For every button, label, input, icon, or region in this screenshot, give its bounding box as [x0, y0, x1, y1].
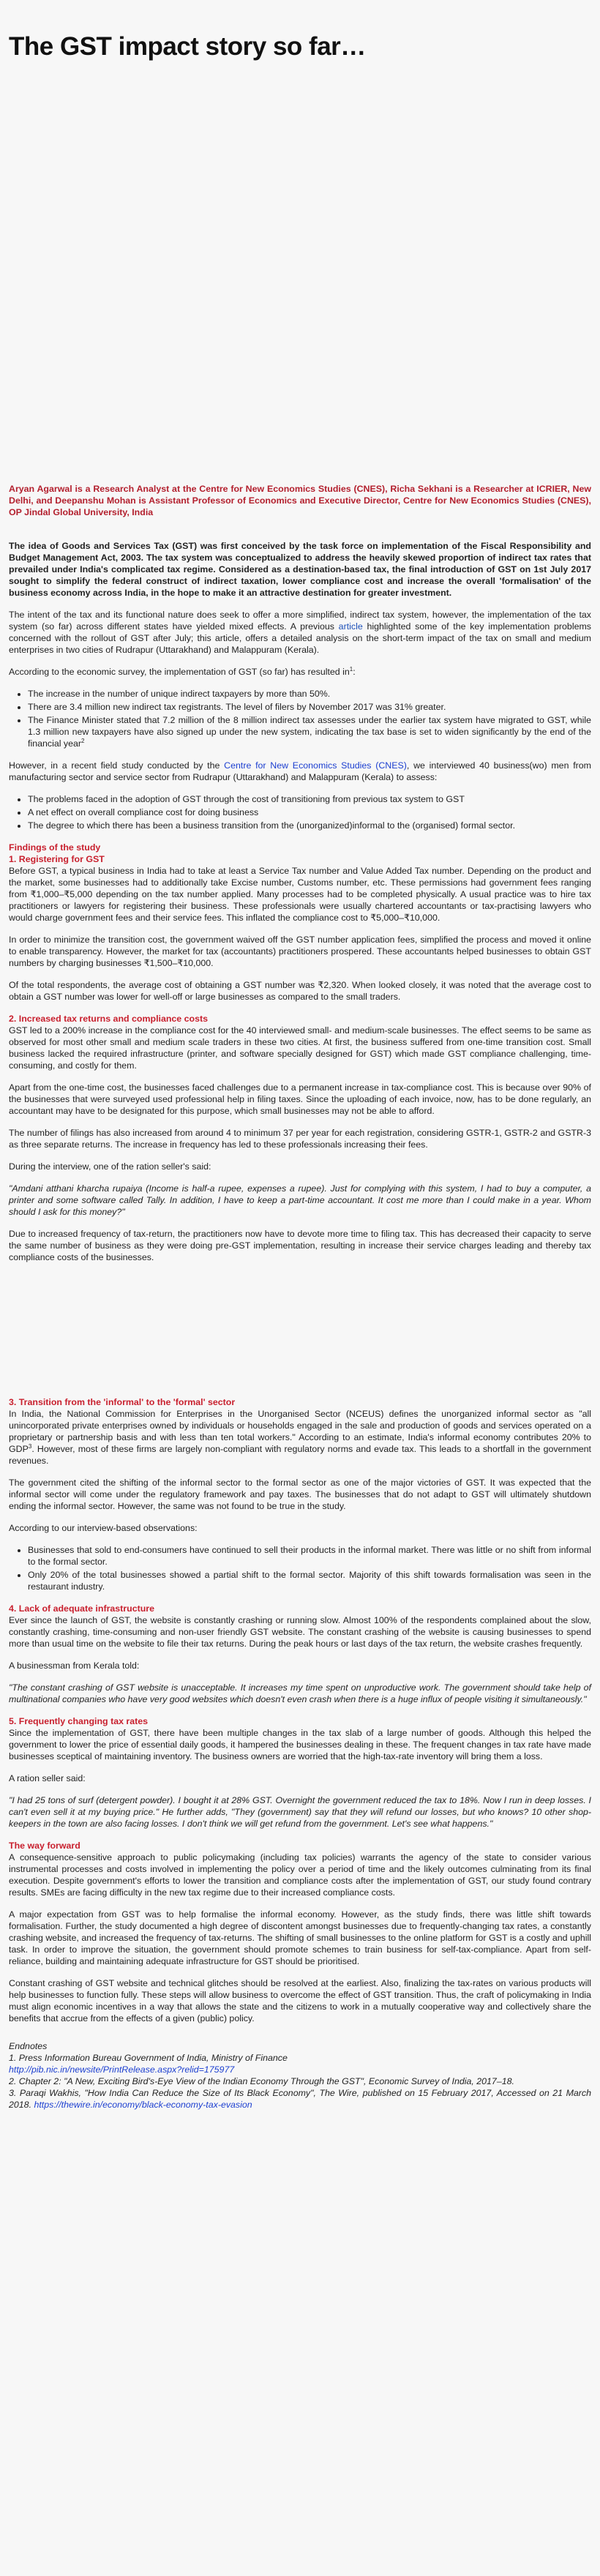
section-2-paragraph: Due to increased frequency of tax-return, the practitioners now have to devote more time to filing tax. This has decreased their capacity to serve the same number of business as they were doing pre-GST implementation, resulting in increase their service charges leading and thereby tax compliance costs of the businesses.: [9, 1229, 591, 1262]
list-item-text: There are 3.4 million new indirect tax registrants. The level of filers by November 2017 was 31% greater.: [28, 702, 446, 712]
text-span: According to the economic survey, the implementation of GST (so far) has resulted in: [9, 667, 350, 677]
page-title: The GST impact story so far…: [9, 32, 366, 61]
paragraph-field-study: [9, 760, 591, 783]
section-1-heading: 1. Registering for GST: [9, 854, 105, 864]
article-link[interactable]: article: [338, 621, 363, 632]
endnote-1-link-line: [9, 2064, 591, 2075]
intro-text: The idea of Goods and Services Tax (GST) was first conceived by the task force on implementation of the Fiscal Responsibility and Budget Management Act, 2003. The tax system was conceptualized to address the heavily skewed proportion of indirect tax rates that prevailed under India's complicated tax regime. Considered as a destination-based tax, the final introduction of GST on 1st July 2017 sought to simplify the federal construct of indirect taxation, lower compliance cost and increase the overall 'formalisation' of the business economy across India, in the hope to make it an attractive destination for greater investment.: [9, 541, 591, 598]
section-2-paragraph: The number of filings has also increased from around 4 to minimum 37 per year for each registration, considering GSTR-1, GSTR-2 and GSTR-3 as three separate returns. The increase in frequency has led to these professionals increasing their fees.: [9, 1128, 591, 1150]
endnote-3: [9, 2087, 591, 2111]
paragraph-survey: [9, 666, 591, 678]
section-1-paragraph: In order to minimize the transition cost, the government waived off the GST number application fees, simplified the process and moved it online to enable transparency. However, the market for tax (accountants) practitioners prospered. These accountants helped businesses to obtain GST numbers by charging businesses ₹1,500–₹10,000.: [9, 935, 591, 968]
text-span: highlighted some of the key implementation problems concerned with the rollout of GST after July; this article, offers a detailed analysis on the short-term impact of the tax on small and medium enterprises in two cities of Rudrapur (Uttarakhand) and Malappuram (Kerala).: [9, 621, 591, 655]
list-item: [28, 701, 591, 713]
footnote-ref: 1: [349, 665, 353, 673]
text-span: The intent of the tax and its functional nature does seek to offer a more simplified, indirect tax system, however, the implementation of the tax system (so far) across different states have yielded mixed effects. A previous: [9, 610, 591, 632]
section-5-heading: 5. Frequently changing tax rates: [9, 1716, 149, 1726]
text-span: 3. Paraqi Wakhis, "How India Can Reduce the Size of Its Black Economy", The Wire, published on 15 February 2017, Accessed on 21 March 2018.: [9, 2088, 591, 2110]
blank-spacer: [9, 1273, 591, 1396]
kerala-businessman-quote: "The constant crashing of GST website is unacceptable. It increases my time spent on unproductive work. The government should take help of multinational companies who have very good websites which doesn't even crash when there is a huge influx of people visiting it simultaneously.": [9, 1682, 591, 1704]
way-forward-heading: The way forward: [9, 1841, 80, 1851]
endnote-3-link[interactable]: https://thewire.in/economy/black-economy-tax-evasion: [34, 2100, 252, 2110]
list-item: [28, 688, 591, 700]
list-item-text: The increase in the number of unique indirect taxpayers by more than 50%.: [28, 689, 331, 699]
endnote-1: 1. Press Information Bureau Government of India, Ministry of Finance: [9, 2053, 288, 2063]
endnote-2: 2. Chapter 2: "A New, Exciting Bird's-Eye View of the Indian Economy Through the GST", Economic Survey of India, 2017–18.: [9, 2076, 514, 2086]
ration-seller-quote: "Amdani atthani kharcha rupaiya (Income is half-a rupee, expenses a rupee). Just for complying with this system, I had to buy a computer, a printer and some software called Tally. In addition, I have to keep a part-time accountant. It cost me more than I could make in a year. Whom should I ask for this money?": [9, 1183, 591, 1217]
list-item: • Businesses that sold to end-consumers have continued to sell their products in the informal market. There was little or no shift from informal to the formal sector.: [28, 1544, 591, 1568]
text-span: , we interviewed 40 business(wo) men from manufacturing sector and service sector from Rudrapur (Uttarakhand) and Malappuram (Kerala) to assess:: [9, 760, 591, 782]
article-body: [9, 483, 591, 2111]
findings-heading: Findings of the study: [9, 842, 101, 853]
section-5-paragraph: A ration seller said:: [9, 1773, 86, 1783]
footnote-ref: 3: [28, 1442, 32, 1450]
section-5-paragraph: Since the implementation of GST, there have been multiple changes in the tax slab of a large number of goods. Although this helped the government to lower the price of essential daily goods, it hampered the businesses dealing in these. The frequent changes in tax rate have made businesses sceptical of maintaining inventory. The business owners are worried that the high-tax-rate inventory will bring them a loss.: [9, 1728, 591, 1761]
section-3-paragraph: The government cited the shifting of the informal sector to the formal sector as one of the major victories of GST. It was expected that the informal sector will come under the regulatory framework and pay taxes. The businesses that do not adapt to GST will ultimately shutdown ending the informal sector. However, the same was not found to be true in the study.: [9, 1478, 591, 1511]
section-4-paragraph: Ever since the launch of GST, the website is constantly crashing or running slow. Almost 100% of the respondents complained about the slow, constantly crashing, time-consuming and non-user friendly GST website. The constant crashing of the website is causing businesses to spend more than usual time on the website to file their tax returns. During the peak hours or last days of the tax return, the website crashes frequently.: [9, 1615, 591, 1649]
section-2-paragraph: During the interview, one of the ration seller's said:: [9, 1161, 211, 1172]
list-item: [28, 714, 591, 749]
intro-paragraph: [9, 540, 591, 599]
endnotes: [9, 2040, 591, 2111]
section-3-paragraph: According to our interview-based observations:: [9, 1523, 198, 1533]
section-4-heading: 4. Lack of adequate infrastructure: [9, 1603, 154, 1614]
section-1-paragraph: Of the total respondents, the average cost of obtaining a GST number was ₹2,320. When looked closely, it was noted that the average cost to obtain a GST number was lower for well-off or large businesses as compared to the small traders.: [9, 980, 591, 1002]
author-bio: Aryan Agarwal is a Research Analyst at the Centre for New Economics Studies (CNES), Richa Sekhani is a Researcher at ICRIER, New Delhi, and Deepanshu Mohan is Assistant Professor of Economics and Executive Director, Centre for New Economics Studies (CNES), OP Jindal Global University, India: [9, 484, 591, 517]
section-1-paragraph: Before GST, a typical business in India had to take at least a Service Tax number and Value Added Tax number. Depending on the product and the market, some businesses had to additionally take Excise number, Customs number, etc. These permissions had government fees ranging from ₹1,000–₹5,000 depending on the tax number applied. Many processes had to be completed physically. A usual practice was to hire tax practitioners or lawyers for registering their business. These professionals were usually chartered accountants or tax-practising lawyers who would charge government fees and their service fees. This inflated the compliance cost to ₹5,000–₹10,000.: [9, 866, 591, 923]
section-2-heading: 2. Increased tax returns and compliance costs: [9, 1014, 209, 1024]
way-forward-paragraph: Constant crashing of GST website and technical glitches should be resolved at the earliest. Also, finalizing the tax-rates on various products will help businesses to function fully. These steps will allow business to overcome the effect of GST transition. Thus, the craft of policymaking in India must align economic incentives in a way that allows the state and the citizens to work in a mutually cooperative way and collectively share the benefits that accrue from the effects of a given (public) policy.: [9, 1978, 591, 2023]
list-item: • A net effect on overall compliance cost for doing business: [28, 806, 591, 818]
section-2-paragraph: Apart from the one-time cost, the businesses faced challenges due to a permanent increase in tax-compliance cost. This is because over 90% of the businesses that were surveyed used professional help in filing taxes. Since the uploading of each invoice, now, has to be done regularly, an accountant may have to be designated for this purpose, which small businesses may not be able to afford.: [9, 1082, 591, 1116]
assess-list: [9, 793, 591, 831]
footnote-ref: 2: [81, 737, 85, 744]
endnote-1-link[interactable]: http://pib.nic.in/newsite/PrintRelease.aspx?relid=175977: [9, 2064, 235, 2075]
cnes-link[interactable]: Centre for New Economics Studies (CNES): [224, 760, 407, 771]
list-item: • Only 20% of the total businesses showed a partial shift to the formal sector. Majority of this shift towards formalisation was seen in the restaurant industry.: [28, 1569, 591, 1592]
list-item: • The degree to which there has been a business transition from the (unorganized)informal to the (organised) formal sector.: [28, 820, 591, 831]
section-3-paragraph: [9, 1408, 591, 1467]
text-span: . However, most of these firms are largely non-compliant with regulatory norms and evade tax. This leads to a shortfall in the government revenues.: [9, 1444, 591, 1466]
endnotes-heading: Endnotes: [9, 2041, 48, 2051]
way-forward-paragraph: A major expectation from GST was to help formalise the informal economy. However, as the study finds, there was little shift towards formalisation. Further, the study documented a high degree of discontent amongst businesses due to frequently-changing tax rates, a constantly crashing website, and increased the frequency of tax-returns. The shifting of small businesses to the online platform for GST is a costly and uphill task. In order to improve the situation, the government should promote schemes to train business for self-tax-compliance. Apart from self-reliance, building and maintaining adequate infrastructure for GST should be prioritised.: [9, 1909, 591, 1966]
ration-seller-quote-2: "I had 25 tons of surf (detergent powder). I bought it at 28% GST. Overnight the government reduced the tax to 18%. Now I run in deep losses. I can't even sell it at my buying price." He further adds, "They (government) say that they will refund our losses, but who knows? 10 other shop-keepers in the town are also facing losses. I don't think we will get refund from the government. Let's see what happens.": [9, 1795, 591, 1829]
text-span: :: [353, 667, 356, 677]
section-3-heading: 3. Transition from the 'informal' to the 'formal' sector: [9, 1397, 236, 1407]
list-item-text: The Finance Minister stated that 7.2 million of the 8 million indirect tax assesses under the earlier tax system have migrated to GST, while 1.3 million new taxpayers have also signed up under the new system, indicating the tax base is set to widen significantly by the end of the financial year: [28, 715, 591, 749]
text-span: In India, the National Commission for Enterprises in the Unorganised Sector (NCEUS) defines the unorganized informal sector as "all unincorporated private enterprises owned by individuals or households engaged in the sale and production of goods and services operated on a proprietary or partnership basis and with less than ten total workers." According to an estimate, India's informal economy contributes 20% to GDP: [9, 1409, 591, 1454]
section-2-paragraph: GST led to a 200% increase in the compliance cost for the 40 interviewed small- and medium-scale businesses. The effect seems to be same as observed for most other small and medium scale traders in these two cities. At first, the business suffered from one-time transition cost. Small business lacked the required infrastructure (printer, and software specially designed for GST) which made GST compliance challenging, time-consuming, and costly for them.: [9, 1025, 591, 1071]
list-item: • The problems faced in the adoption of GST through the cost of transitioning from previous tax system to GST: [28, 793, 591, 805]
observations-list: [9, 1544, 591, 1592]
text-span: However, in a recent field study conducted by the: [9, 760, 225, 771]
section-4-paragraph: A businessman from Kerala told:: [9, 1660, 140, 1671]
survey-list: [9, 688, 591, 749]
way-forward-paragraph: A consequence-sensitive approach to public policymaking (including tax policies) warrants the agency of the state to consider various instrumental processes and costs involved in implementing the policy over a period of time and the likely outcomes culminating from its final execution. Despite government's efforts to lower the transition and compliance costs after the implementation of GST, our study found contrary results. SMEs are facing difficulty in the new tax regime due to their increased compliance costs.: [9, 1852, 591, 1898]
paragraph-intent: [9, 609, 591, 656]
